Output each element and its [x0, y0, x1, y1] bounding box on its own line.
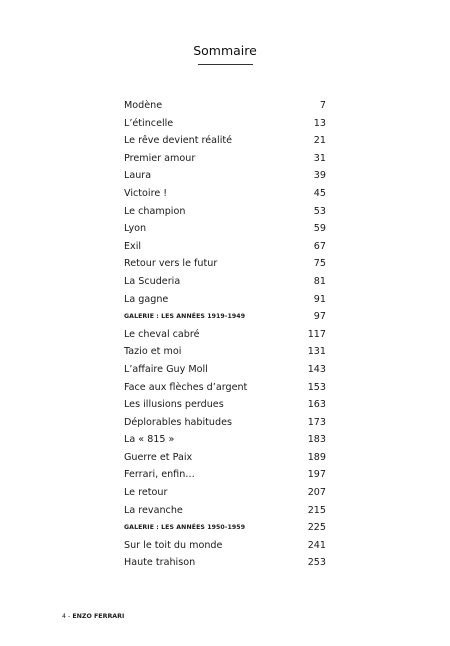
footer-separator: - — [68, 613, 71, 620]
toc-entry — [124, 203, 326, 221]
toc-entry — [124, 185, 326, 203]
toc-entry-title: Le cheval cabré — [124, 328, 200, 340]
toc-entry-page: 131 — [307, 346, 326, 358]
toc-entry — [124, 97, 326, 115]
toc-entry — [124, 132, 326, 150]
toc-entry — [124, 466, 326, 484]
toc-entry-title: Face aux flèches d’argent — [124, 381, 248, 393]
toc-entry-page: 173 — [307, 416, 326, 428]
toc-entry — [124, 396, 326, 414]
toc-entry — [124, 343, 326, 361]
toc-entry-title: GALERIE : LES ANNÉES 1950-1959 — [124, 524, 246, 532]
toc-entry-title: Lyon — [124, 223, 147, 235]
toc-gallery-entry — [124, 519, 326, 537]
toc-entry-page: 81 — [313, 275, 326, 287]
toc-entry — [124, 291, 326, 309]
toc-entry — [124, 449, 326, 467]
toc-entry-page: 197 — [307, 469, 326, 481]
toc-entry-title: Victoire ! — [124, 187, 168, 199]
table-of-contents — [124, 97, 326, 572]
toc-entry-page: 117 — [307, 328, 326, 340]
toc-entry-title: Tazio et moi — [124, 346, 182, 358]
toc-entry — [124, 255, 326, 273]
toc-entry — [124, 537, 326, 555]
toc-entry — [124, 238, 326, 256]
toc-entry-title: Les illusions perdues — [124, 399, 224, 411]
toc-entry-title: Ferrari, enfin… — [124, 469, 195, 481]
toc-entry-page: 59 — [313, 223, 326, 235]
toc-entry-title: Sur le toit du monde — [124, 539, 223, 551]
toc-entry-title: Le champion — [124, 205, 186, 217]
page-footer — [62, 613, 124, 620]
toc-entry-title: Retour vers le futur — [124, 258, 218, 270]
toc-entry — [124, 326, 326, 344]
toc-entry — [124, 115, 326, 133]
toc-entry — [124, 431, 326, 449]
toc-entry — [124, 220, 326, 238]
toc-entry-title: L’étincelle — [124, 117, 174, 129]
toc-entry-title: Le rêve devient réalité — [124, 135, 233, 147]
title-underline — [198, 64, 253, 65]
toc-entry-page: 215 — [307, 504, 326, 516]
toc-entry-title: Premier amour — [124, 152, 196, 164]
toc-entry-title: Guerre et Paix — [124, 451, 193, 463]
toc-entry-title: Haute trahison — [124, 557, 196, 569]
toc-entry-title: La « 815 » — [124, 434, 175, 446]
toc-entry-page: 225 — [307, 522, 326, 534]
toc-entry-page: 241 — [307, 539, 326, 551]
toc-entry-title: L’affaire Guy Moll — [124, 363, 208, 375]
toc-entry-page: 39 — [313, 170, 326, 182]
toc-entry-page: 91 — [313, 293, 326, 305]
toc-entry — [124, 273, 326, 291]
toc-entry-title: Exil — [124, 240, 142, 252]
toc-entry-page: 7 — [319, 100, 326, 111]
toc-entry — [124, 502, 326, 520]
toc-entry-page: 67 — [313, 240, 326, 252]
toc-entry-page: 183 — [307, 434, 326, 446]
footer-book-title: ENZO FERRARI — [72, 613, 125, 620]
toc-entry — [124, 150, 326, 168]
toc-entry — [124, 167, 326, 185]
toc-entry-page: 163 — [307, 399, 326, 411]
toc-entry — [124, 361, 326, 379]
toc-entry-page: 45 — [313, 187, 326, 199]
toc-entry-title: GALERIE : LES ANNÉES 1919-1949 — [124, 313, 246, 321]
toc-entry-page: 189 — [307, 451, 326, 463]
toc-entry-page: 75 — [313, 258, 326, 270]
toc-entry-page: 53 — [313, 205, 326, 217]
toc-entry-page: 31 — [313, 152, 326, 164]
toc-entry-page: 153 — [307, 381, 326, 393]
toc-entry-title: La revanche — [124, 504, 183, 516]
toc-gallery-entry — [124, 308, 326, 326]
toc-entry-title: La gagne — [124, 293, 169, 305]
toc-entry-page: 13 — [313, 117, 326, 129]
toc-entry-title: Modène — [124, 100, 163, 111]
toc-entry-title: Laura — [124, 170, 152, 182]
page-title: Sommaire — [193, 43, 257, 58]
footer-page-number: 4 — [62, 613, 67, 620]
toc-entry-page: 21 — [313, 135, 326, 147]
toc-entry-page: 143 — [307, 363, 326, 375]
toc-entry — [124, 414, 326, 432]
toc-entry — [124, 484, 326, 502]
toc-entry-title: Le retour — [124, 487, 168, 499]
toc-entry — [124, 379, 326, 397]
toc-entry-title: La Scuderia — [124, 275, 181, 287]
toc-entry-title: Déplorables habitudes — [124, 416, 232, 428]
toc-entry — [124, 554, 326, 572]
toc-entry-page: 253 — [307, 557, 326, 569]
toc-entry-page: 97 — [313, 311, 326, 323]
toc-entry-page: 207 — [307, 487, 326, 499]
